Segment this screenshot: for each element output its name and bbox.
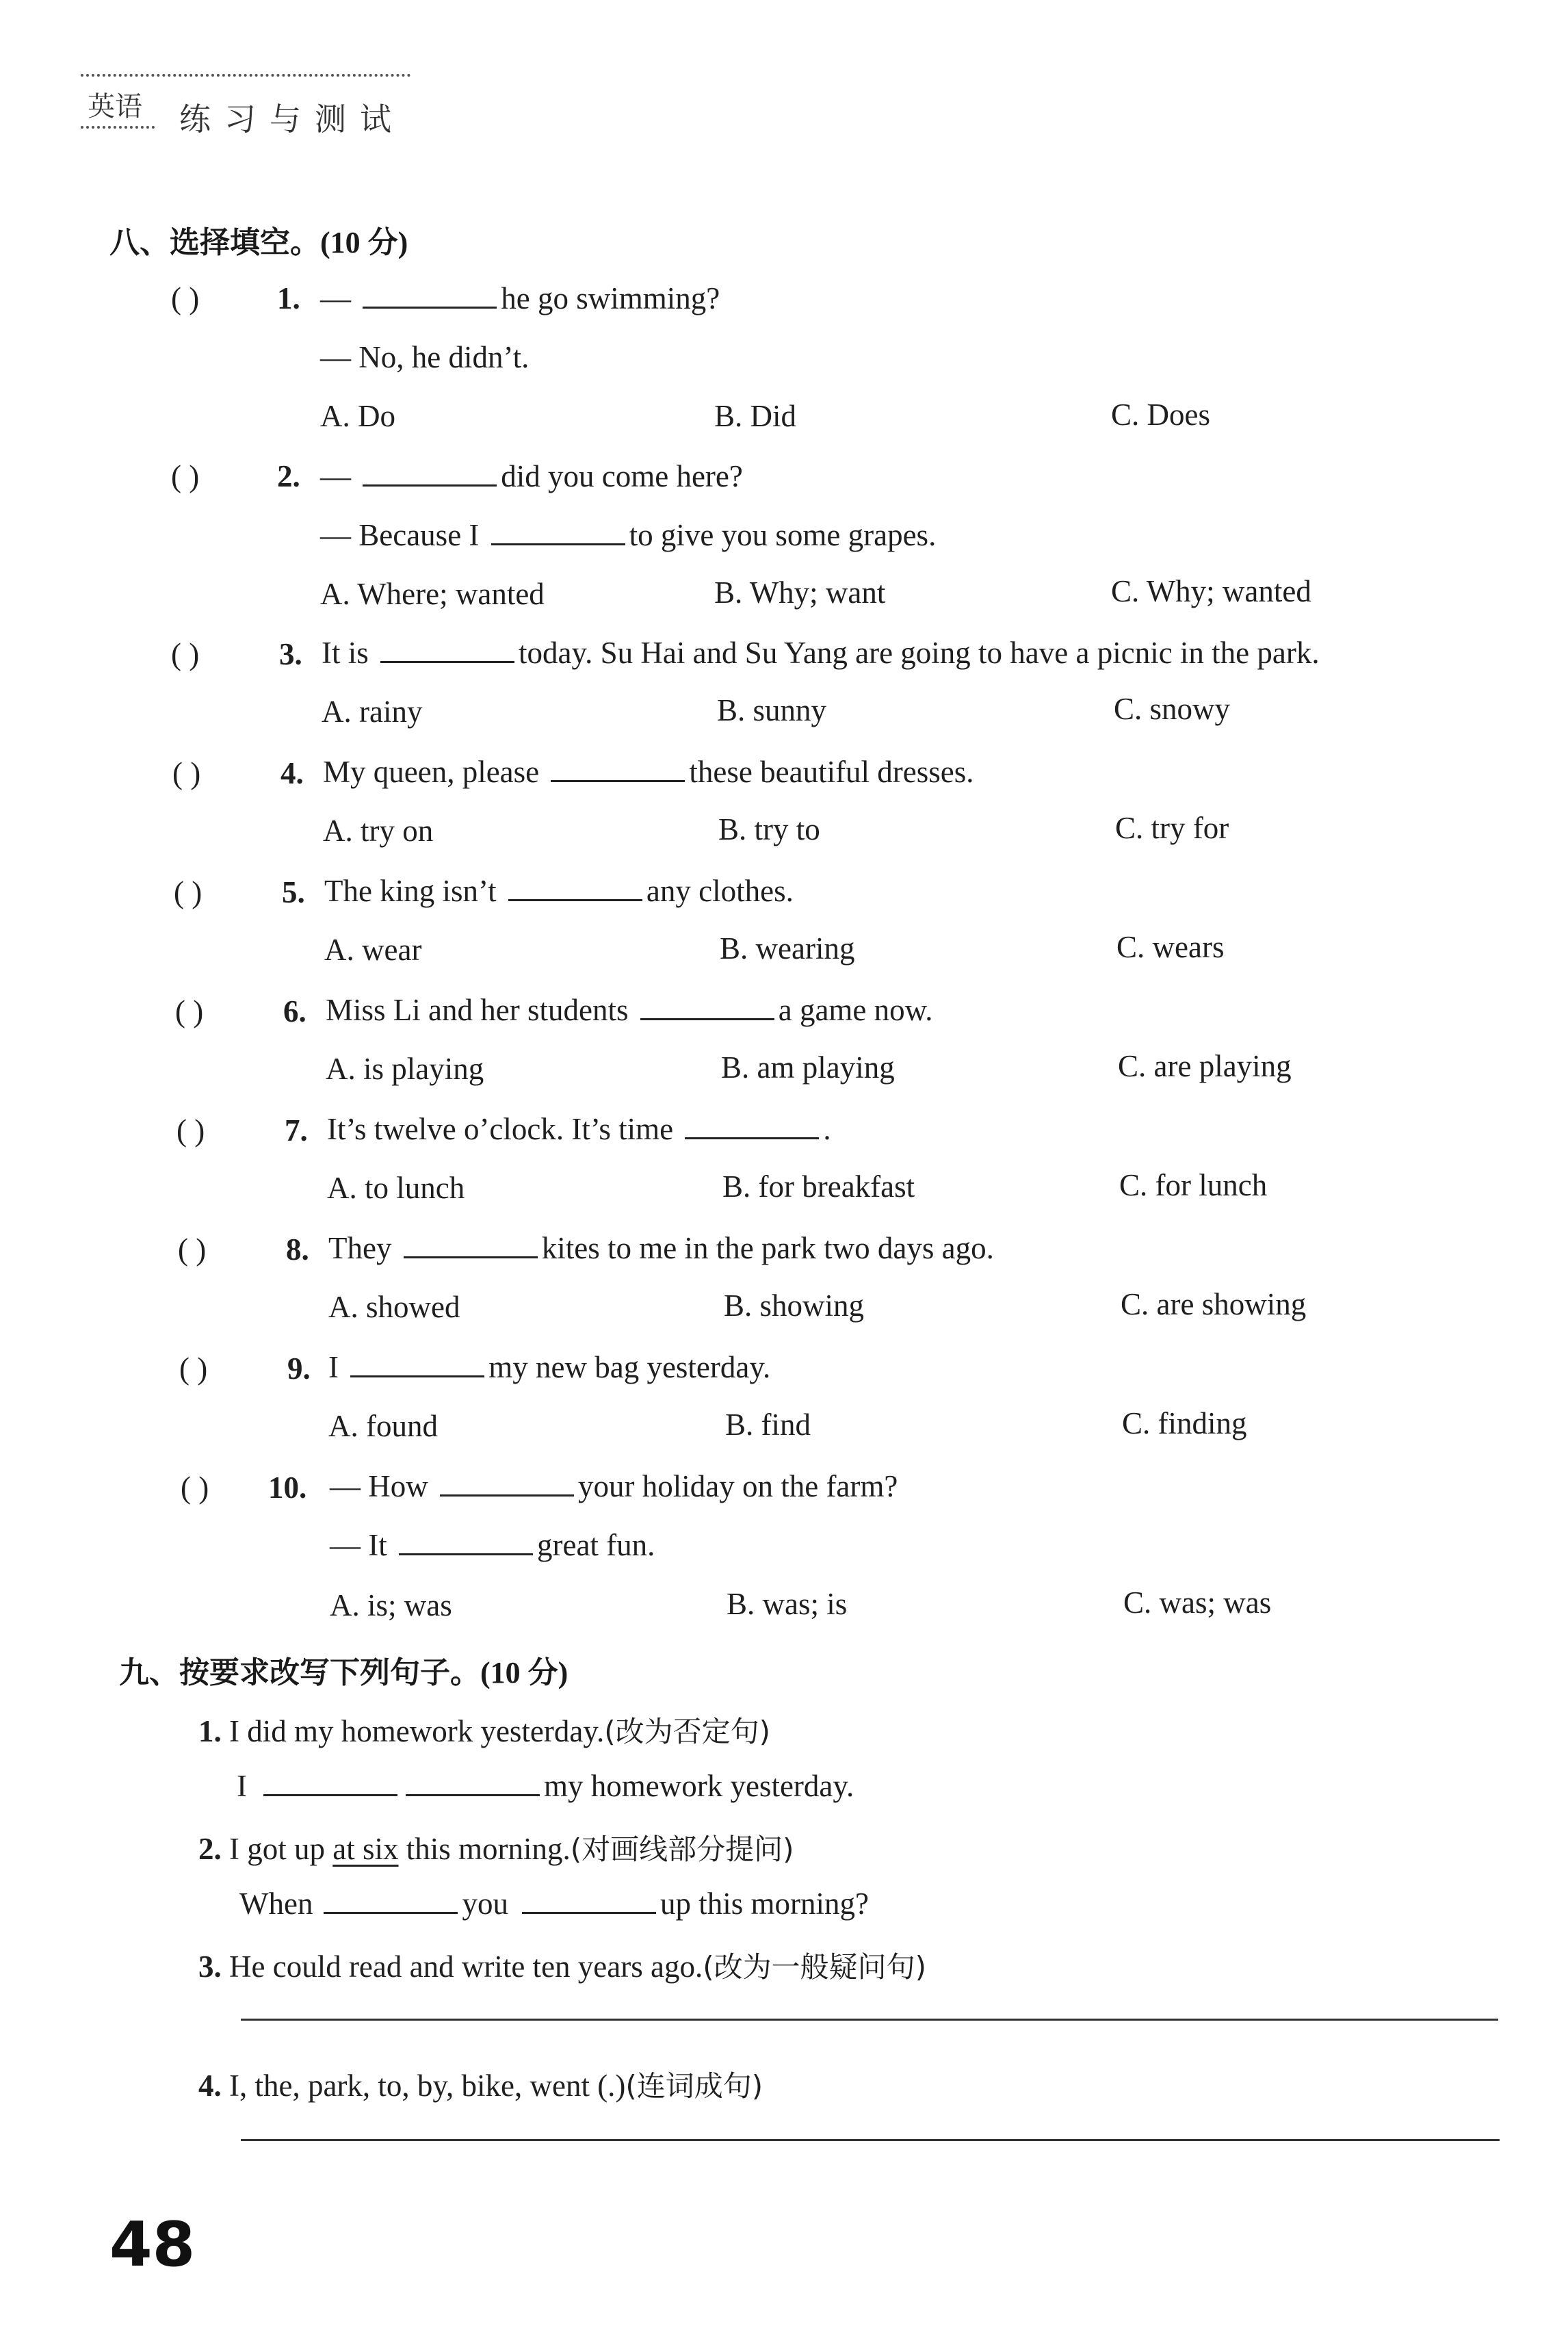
section-8-points: (10 分) [320,226,408,259]
answer-blank[interactable] [363,281,497,309]
question-number: 1. [277,281,300,315]
question-line: — No, he didn’t. [320,340,530,374]
option-a[interactable]: A. found [328,1409,438,1443]
answer-paren[interactable]: ( ) [174,875,202,909]
page-number: 48 [109,2209,196,2281]
question-line: It’s twelve o’clock. It’s time . [327,1112,831,1146]
option-c[interactable]: C. are showing [1121,1287,1307,1321]
answer-blank[interactable] [404,1230,538,1258]
option-b[interactable]: B. was; is [727,1587,848,1621]
option-a[interactable]: A. Where; wanted [320,577,545,611]
item-number: 4. [198,2069,222,2103]
option-b[interactable]: B. find [725,1408,811,1442]
question-number: 8. [286,1232,309,1267]
answer-paren[interactable]: ( ) [179,1351,208,1386]
rewrite-sentence: 2. I got up at six this morning.(对画线部分提问) [198,1832,794,1866]
rewrite-sentence: 3. He could read and write ten years ago.(改为一般疑问句) [198,1949,926,1984]
option-c[interactable]: C. Does [1111,398,1210,432]
option-a[interactable]: A. wear [324,933,422,967]
section-8-heading [109,218,408,261]
instruction: (改为一般疑问句) [703,1950,926,1984]
question-line: They kites to me in the park two days ago. [328,1231,994,1265]
book-title: 练习与测试 [179,101,405,138]
instruction: (连词成句) [625,2069,763,2103]
answer-paren[interactable]: ( ) [172,756,201,790]
question-number: 3. [279,637,302,671]
item-number: 2. [198,1832,222,1866]
question-line: — It great fun. [330,1528,655,1562]
question-line: I my new bag yesterday. [328,1350,771,1384]
item-number: 1. [198,1714,222,1748]
option-b[interactable]: B. sunny [717,693,827,727]
answer-blank[interactable] [380,635,514,663]
answer-blank[interactable] [263,1768,397,1796]
rewrite-sentence: 4. I, the, park, to, by, bike, went (.)(连词成句) [198,2069,763,2103]
instruction: (改为否定句) [604,1715,770,1748]
answer-blank[interactable] [491,517,625,545]
answer-blank[interactable] [685,1111,819,1139]
option-a[interactable]: A. is playing [326,1052,484,1086]
question-number: 9. [287,1351,311,1386]
question-line: Miss Li and her students a game now. [326,993,933,1027]
section-9-heading [119,1648,568,1692]
answer-paren[interactable]: ( ) [171,459,200,493]
option-b[interactable]: B. Why; want [714,575,886,610]
answer-blank[interactable] [522,1886,656,1914]
question-number: 6. [283,994,306,1028]
option-a[interactable]: A. showed [328,1290,460,1324]
answer-line[interactable] [241,2019,1498,2021]
option-c[interactable]: C. are playing [1118,1049,1292,1083]
subject-underline [81,126,155,129]
instruction: (对画线部分提问) [570,1832,794,1866]
question-number: 4. [280,756,304,790]
option-c[interactable]: C. Why; wanted [1111,574,1311,608]
option-c[interactable]: C. for lunch [1119,1168,1268,1202]
option-a[interactable]: A. rainy [322,695,423,729]
option-b[interactable]: B. for breakfast [722,1169,915,1204]
header-rule [81,74,410,77]
question-number: 5. [282,875,305,909]
section-9-points: (10 分) [480,1656,569,1689]
answer-blank[interactable] [363,458,497,487]
item-number: 3. [198,1949,222,1984]
subject-text: 英语 [88,91,142,122]
option-b[interactable]: B. wearing [720,931,855,966]
answer-blank[interactable] [399,1527,533,1555]
answer-blank[interactable] [640,992,774,1020]
option-c[interactable]: C. was; was [1123,1585,1272,1620]
option-c[interactable]: C. finding [1122,1406,1247,1440]
answer-paren[interactable]: ( ) [175,994,204,1028]
option-c[interactable]: C. snowy [1114,692,1231,726]
option-c[interactable]: C. wears [1116,930,1225,964]
answer-blank[interactable] [350,1349,484,1377]
question-line: — he go swimming? [320,281,720,315]
option-c[interactable]: C. try for [1115,811,1229,845]
question-line: It is today. Su Hai and Su Yang are going to have a picnic in the park. [322,636,1320,670]
underlined-phrase: at six [332,1832,399,1866]
answer-paren[interactable]: ( ) [181,1471,209,1505]
rewrite-answer: When you up this morning? [239,1887,869,1921]
answer-paren[interactable]: ( ) [171,281,200,315]
option-a[interactable]: A. Do [320,399,395,433]
answer-blank[interactable] [440,1468,574,1497]
answer-blank[interactable] [508,873,642,901]
question-number: 2. [277,459,300,493]
option-b[interactable]: B. am playing [721,1050,895,1085]
answer-line[interactable] [241,2139,1500,2141]
question-number: 7. [285,1113,308,1148]
question-line: The king isn’t any clothes. [324,874,794,908]
option-b[interactable]: B. Did [714,399,797,433]
answer-blank[interactable] [551,754,685,782]
option-a[interactable]: A. to lunch [327,1171,465,1205]
answer-paren[interactable]: ( ) [177,1113,205,1148]
rewrite-sentence: 1. I did my homework yesterday.(改为否定句) [198,1714,770,1748]
answer-blank[interactable] [406,1768,540,1796]
option-b[interactable]: B. try to [718,812,820,846]
section-9-title: 九、按要求改写下列句子。 [119,1655,480,1690]
option-a[interactable]: A. is; was [330,1588,452,1622]
subject-label [81,81,155,129]
question-number: 10. [268,1471,307,1505]
question-line: — did you come here? [320,459,743,493]
option-a[interactable]: A. try on [323,814,434,848]
section-8-title: 八、选择填空。 [109,225,320,260]
question-line: — How your holiday on the farm? [330,1469,898,1503]
answer-blank[interactable] [324,1886,458,1914]
answer-paren[interactable]: ( ) [178,1232,207,1267]
option-b[interactable]: B. showing [724,1288,865,1323]
answer-paren[interactable]: ( ) [171,637,200,671]
rewrite-answer: I my homework yesterday. [237,1769,854,1803]
question-line: My queen, please these beautiful dresses. [323,755,974,789]
question-line: — Because I to give you some grapes. [320,518,937,552]
